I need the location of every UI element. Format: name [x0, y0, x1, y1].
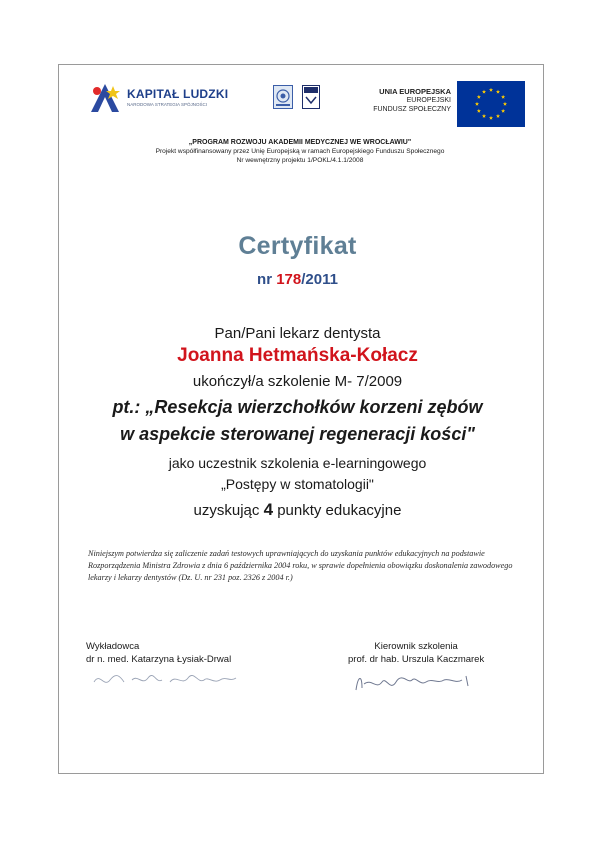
completed-training: ukończył/a szkolenie M- 7/2009 — [192, 373, 403, 390]
points-prefix: uzyskując — [193, 502, 264, 519]
certificate-number-value: 178 — [276, 271, 302, 288]
recipient-prefix: Pan/Pani lekarz dentysta — [214, 325, 381, 342]
kapital-ludzki-title: KAPITAŁ LUDZKI — [127, 87, 229, 101]
eu-title: UNIA EUROPEJSKA — [379, 87, 451, 96]
lecturer-name: dr n. med. Katarzyna Łysiak-Drwal — [86, 654, 232, 665]
recipient-name: Joanna Hetmańska-Kołacz — [177, 345, 418, 366]
course-name: „Postępy w stomatologii" — [221, 476, 374, 492]
lecturer-handwritten-signature — [90, 668, 240, 692]
lecturer-role: Wykładowca — [86, 641, 140, 652]
training-title-line-1: pt.: „Resekcja wierzchołków korzeni zębów — [112, 397, 483, 417]
program-info — [80, 138, 520, 165]
kapital-ludzki-text — [127, 87, 228, 107]
kapital-ludzki-logo-icon — [87, 80, 123, 116]
university-seal-icon — [273, 85, 293, 109]
program-number: Nr wewnętrzny projektu 1/POKL/4.1.1/2008 — [236, 157, 364, 164]
certificate-number-prefix: nr — [257, 271, 277, 288]
logo-bar — [87, 77, 527, 131]
certificate-number-year: /2011 — [301, 271, 338, 288]
points-line — [0, 500, 595, 520]
training-title-line-2: w aspekcie sterowanej regeneracji kości" — [120, 424, 475, 444]
certificate-number — [0, 271, 595, 288]
certificate-heading: Certyfikat — [238, 232, 357, 260]
participant-line: jako uczestnik szkolenia e-learningowego — [168, 455, 427, 471]
director-signature-block — [348, 640, 484, 666]
eu-line-1: EUROPEJSKI — [406, 97, 451, 104]
director-name: prof. dr hab. Urszula Kaczmarek — [348, 654, 485, 665]
points-value: 4 — [263, 500, 274, 519]
legal-statement: Niniejszym potwierdza się zaliczenie zadań testowych uprawniających do uzyskania punktów edukacyjnych na podstawie Rozporządzenia Ministra Zdrowia z dnia 6 października 2004 roku, w sprawie dopełnienia obowiązku doskonalenia zawodowego lekarzy i lekarzy dentystów (Dz. U. nr 231 poz. 2326 z 2004 r.) — [88, 549, 513, 582]
kapital-ludzki-subtitle: NARODOWA STRATEGIA SPÓJNOŚCI — [127, 102, 208, 107]
program-title: „PROGRAM ROZWOJU AKADEMII MEDYCZNEJ WE WROCŁAWIU" — [188, 139, 412, 146]
points-suffix: punkty edukacyjne — [273, 502, 402, 519]
eu-flag-icon — [457, 81, 525, 127]
eu-line-2: FUNDUSZ SPOŁECZNY — [373, 106, 451, 113]
director-role: Kierownik szkolenia — [374, 641, 458, 652]
program-emblem-icon — [302, 85, 320, 109]
lecturer-signature-block — [86, 640, 231, 666]
eu-text — [373, 87, 451, 114]
program-cofinancing: Projekt współfinansowany przez Unię Europejską w ramach Europejskiego Funduszu Społecznego — [155, 148, 445, 155]
director-handwritten-signature — [350, 668, 480, 696]
